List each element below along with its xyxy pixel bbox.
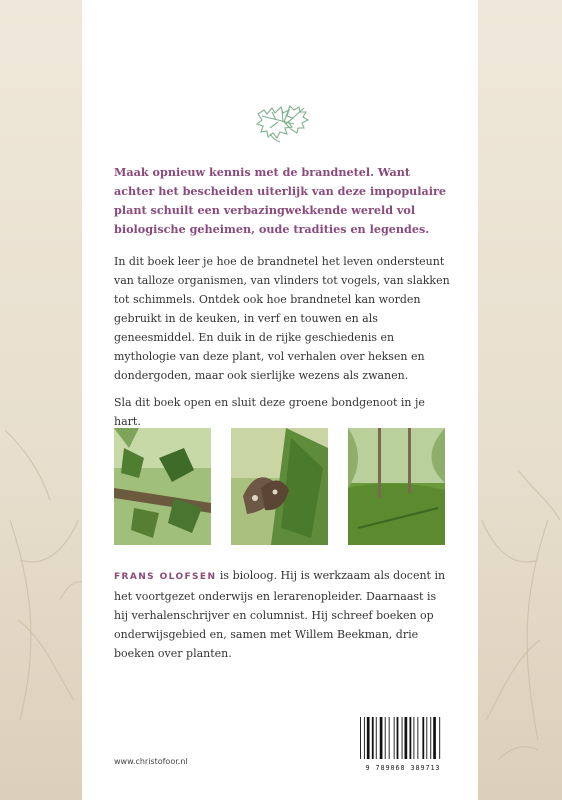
- nettle-leaf-icon: [250, 94, 314, 146]
- body-paragraph-1: In dit boek leer je hoe de brandnetel het leven ondersteunt van talloze organismen, van vlinders tot vogels, van slakken tot schimmels. Ontdek ook hoe brandnetel kan worden gebruikt in de keuken, in verf en touwen en als geneesmiddel. En duik in de rijke geschiedenis en mythologie van deze plant, vol verhalen over heksen en dondergoden, maar ook sierlijke wezens als zwanen.: [114, 255, 450, 382]
- photo-butterfly: [231, 428, 328, 545]
- author-name: FRANS OLOFSEN: [114, 572, 217, 582]
- publisher-website[interactable]: www.christofoor.nl: [114, 757, 188, 766]
- botanical-sketch-right: [478, 0, 562, 800]
- body-paragraph-2: Sla dit boek open en sluit deze groene bondgenoot in je hart.: [114, 396, 425, 428]
- back-cover-panel: [82, 0, 478, 800]
- intro-text: Maak opnieuw kennis met de brandnetel. Want achter het bescheiden uiterlijk van deze impopulaire plant schuilt een verbazingwekkende wereld vol biologische geheimen, oude tradities en legendes.: [114, 165, 447, 236]
- author-bio: [114, 566, 452, 663]
- isbn-digits: 9 789060 389713: [365, 764, 441, 772]
- photo-nettle-field: [348, 428, 445, 545]
- barcode-bars: [359, 717, 447, 759]
- cover-border-right: [478, 0, 562, 800]
- isbn-barcode: [359, 717, 447, 771]
- photo-strip: [114, 428, 446, 545]
- author-bio-text: is bioloog. Hij is werkzaam als docent in het voortgezet onderwijs en lerarenopleider. Daarnaast is hij verhalenschrijver en columnist. Hij schreef boeken op onderwijsgebied en, samen met Willem Beekman, drie boeken over planten.: [114, 569, 446, 660]
- botanical-sketch-left: [0, 0, 82, 800]
- photo-nettle-leaves: [114, 428, 211, 545]
- cover-border-left: [0, 0, 82, 800]
